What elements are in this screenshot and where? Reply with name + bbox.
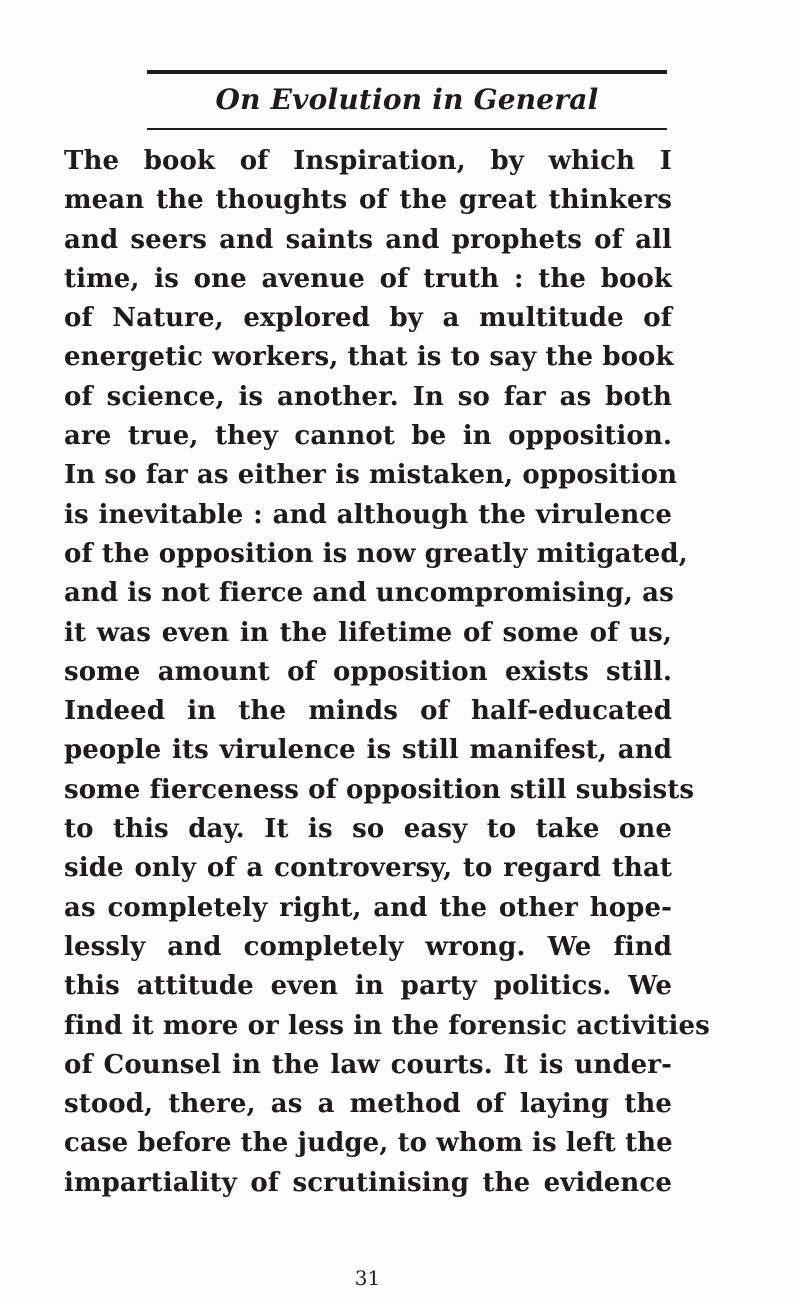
text-line: stood, there, as a method of laying the: [64, 1089, 672, 1120]
page-number: 31: [354, 1266, 381, 1290]
text-line: of science, is another. In so far as both: [64, 381, 672, 412]
text-line: people its virulence is still manifest, and: [64, 735, 672, 766]
text-line: impartiality of scrutinising the evidence: [64, 1167, 672, 1198]
running-head: On Evolution in General: [215, 83, 599, 116]
text-line: to this day. It is so easy to take one: [64, 814, 672, 845]
text-line: Indeed in the minds of half-educated: [64, 696, 672, 727]
text-line: this attitude even in party politics. We: [64, 971, 672, 1002]
text-line: time, is one avenue of truth : the book: [64, 263, 672, 294]
text-line: side only of a controversy, to regard that: [64, 853, 672, 884]
text-line: some amount of opposition exists still.: [64, 656, 672, 687]
text-line: energetic workers, that is to say the book: [64, 342, 674, 373]
text-line: and is not fierce and uncompromising, as: [64, 578, 674, 609]
text-line: of the opposition is now greatly mitigated,: [64, 538, 688, 569]
text-line: mean the thoughts of the great thinkers: [64, 185, 672, 216]
text-line: are true, they cannot be in opposition.: [64, 421, 672, 452]
text-line: of Counsel in the law courts. It is under-: [64, 1049, 672, 1080]
text-line: case before the judge, to whom is left the: [64, 1128, 673, 1159]
body-text: [64, 142, 710, 1203]
text-line: of Nature, explored by a multitude of: [64, 303, 672, 334]
header-bottom-rule: [147, 128, 667, 130]
text-line: The book of Inspiration, by which I: [64, 146, 672, 176]
header-top-rule: [147, 70, 667, 74]
text-line: some fierceness of opposition still subsists: [64, 774, 695, 805]
text-line: is inevitable : and although the virulence: [64, 499, 672, 530]
text-line: In so far as either is mistaken, opposition: [64, 460, 678, 491]
text-line: and seers and saints and prophets of all: [64, 224, 672, 255]
text-line: as completely right, and the other hope-: [64, 892, 672, 923]
text-line: find it more or less in the forensic activities: [64, 1010, 710, 1041]
text-line: it was even in the lifetime of some of us,: [64, 617, 672, 648]
text-line: lessly and completely wrong. We find: [64, 931, 672, 962]
